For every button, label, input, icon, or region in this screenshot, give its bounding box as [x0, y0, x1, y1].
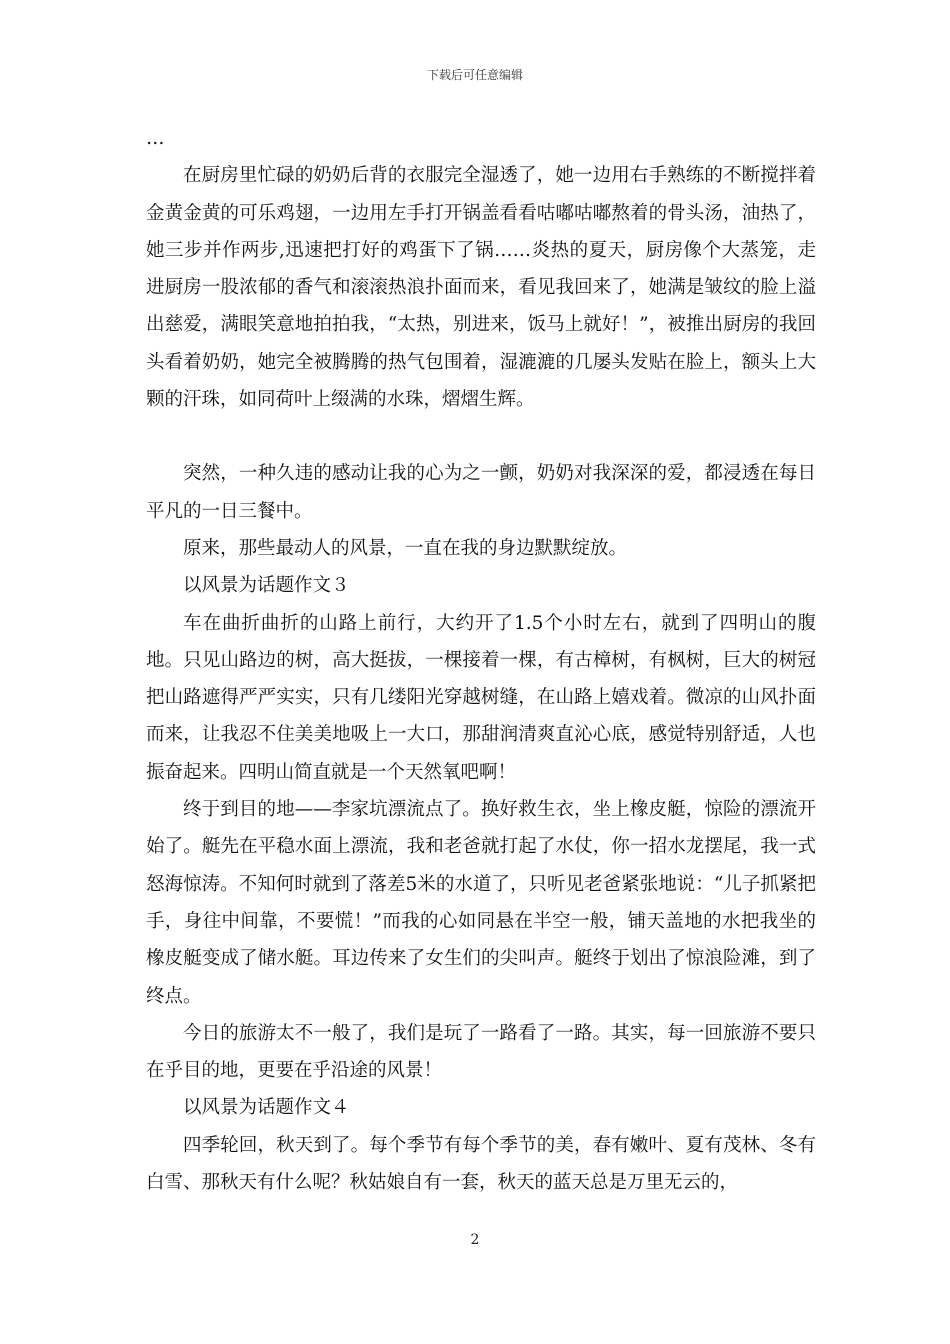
paragraph-scenery-conclusion: 原来，那些最动人的风景，一直在我的身边默默绽放。 — [183, 537, 628, 559]
paragraph-rafting: 终于到目的地——李家坑漂流点了。换好救生衣，坐上橡皮艇，惊险的漂流开始了。艇先在平稳水面上漂流，我和老爸就打起了水仗，你一招水龙摆尾，我一式怒海惊涛。不知何时就到了落差5米的水道了，只听见老爸紧张地说：“儿子抓紧把手，身往中间靠，不要慌！”而我的心如同悬在半空一般，铺天盖地的水把我坐的橡皮艇变成了储水艇。耳边传来了女生们的尖叫声。艇终于划出了惊浪险滩，到了终点。 — [146, 799, 816, 1007]
paragraph-autumn: 四季轮回，秋天到了。每个季节有每个季节的美，春有嫩叶、夏有茂林、冬有白雪、那秋天有什么呢？秋姑娘自有一套，秋天的蓝天总是万里无云的， — [146, 1134, 816, 1194]
paragraph-kitchen: 在厨房里忙碌的奶奶后背的衣服完全湿透了，她一边用右手熟练的不断搅拌着金黄金黄的可乐鸡翅，一边用左手打开锅盖看看咕嘟咕嘟熬着的骨头汤，油热了，她三步并作两步,迅速把打好的鸡蛋下了锅……炎热的夏天，厨房像个大蒸笼，走进厨房一股浓郁的香气和滚滚热浪扑面而来，看见我回来了，她满是皱纹的脸上溢出慈爱，满眼笑意地拍拍我，“太热，别进来，饭马上就好！”，被推出厨房的我回头看着奶奶，她完全被腾腾的热气包围着，湿漉漉的几屡头发贴在脸上，额头上大颗的汗珠，如同荷叶上缀满的水珠，熠熠生辉。 — [146, 165, 816, 411]
essay-heading-4: 以风景为话题作文４ — [183, 1097, 350, 1119]
page-number: 2 — [470, 1232, 480, 1248]
paragraph-travel-reflection: 今日的旅游太不一般了，我们是玩了一路看了一路。其实，每一回旅游不要只在乎目的地，更要在乎沿途的风景！ — [146, 1022, 816, 1082]
page-header: 下载后可任意编辑 — [426, 68, 523, 82]
ellipsis-line: … — [146, 128, 165, 149]
essay-heading-3: 以风景为话题作文３ — [183, 575, 350, 597]
paragraph-mountain-road: 车在曲折曲折的山路上前行，大约开了1.5个小时左右，就到了四明山的腹地。只见山路边的树，高大挺拔，一棵接着一棵，有古樟树，有枫树，巨大的树冠把山路遮得严严实实，只有几缕阳光穿越树缝，在山路上嬉戏着。微凉的山风扑面而来，让我忍不住美美地吸上一大口，那甜润清爽直沁心底，感觉特别舒适，人也振奋起来。四明山简直就是一个天然氧吧啊！ — [146, 612, 816, 783]
paragraph-touched: 突然，一种久违的感动让我的心为之一颤，奶奶对我深深的爱，都浸透在每日平凡的一日三餐中。 — [146, 463, 816, 522]
document-body — [146, 120, 816, 1201]
